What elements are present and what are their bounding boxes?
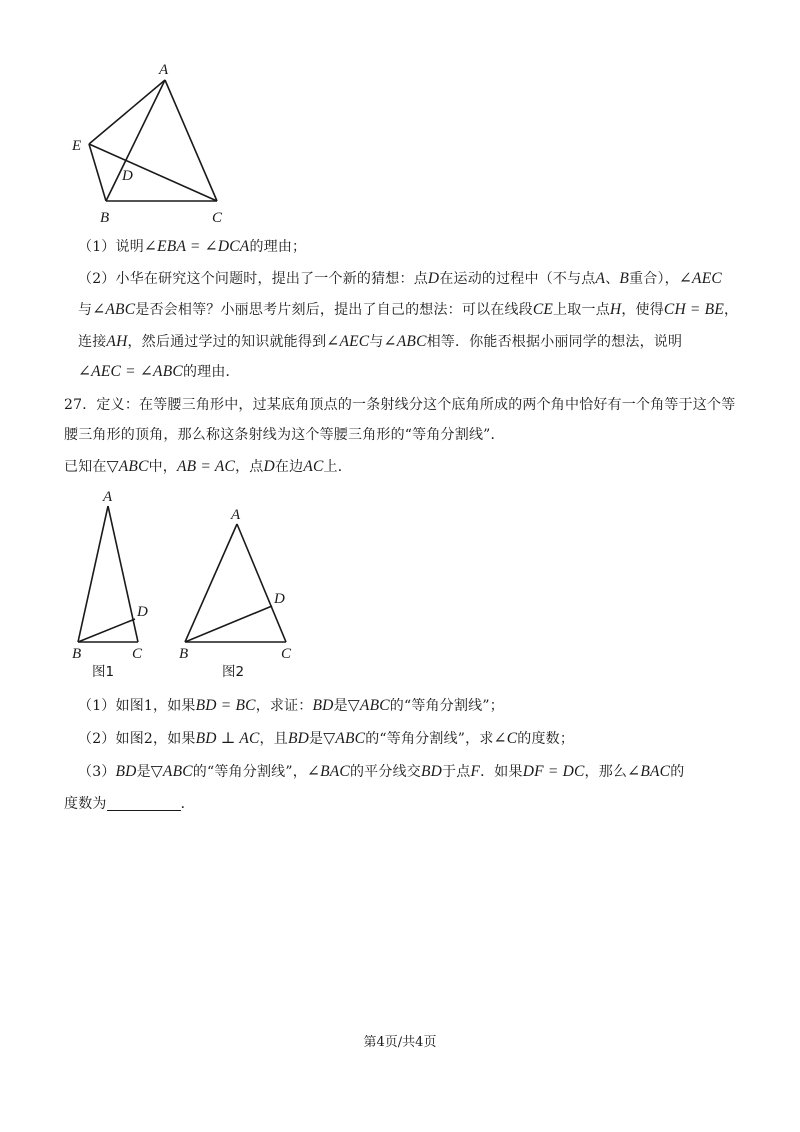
segment-bd [78, 619, 135, 642]
segment-ec [89, 144, 217, 201]
figure-quadrilateral-aebc [60, 55, 250, 235]
figure-2-triangle [170, 502, 310, 680]
q27-given: 已知在▽ABC中，AB = AC，点D在边AC上． [64, 458, 352, 475]
q26-part2-line2: 与∠ABC是否会相等？小丽思考片刻后，提出了自己的想法：可以在线段CE上取一点H，使得CH = BE， [78, 301, 739, 318]
label-a: A [159, 62, 169, 78]
label-d: D [122, 168, 133, 184]
label-e: E [72, 138, 82, 154]
figure-2-caption: 图2 [222, 664, 245, 680]
figure-1-triangle [66, 488, 176, 680]
label-c: C [212, 210, 223, 226]
q27-definition-line2: 腰三角形的顶角，那么称这条射线为这个等腰三角形的“等角分割线”． [64, 427, 505, 443]
label-a: A [231, 507, 241, 523]
label-b: B [179, 646, 189, 662]
q27-part3-line1: （3）BD是▽ABC的“等角分割线”，∠BAC的平分线交BD于点F．如果DF = DC，那么∠BAC的 [78, 763, 685, 780]
q26-part2-line1: （2）小华在研究这个问题时，提出了一个新的猜想：点D在运动的过程中（不与点A、B重合），∠AEC [78, 270, 722, 287]
q26-part1: （1）说明∠EBA = ∠DCA的理由； [78, 238, 307, 255]
figure-1-caption: 图1 [92, 664, 115, 680]
answer-blank[interactable] [107, 796, 181, 811]
q26-part2-line3: 连接AH，然后通过学过的知识就能得到∠AEC与∠ABC相等．你能否根据小丽同学的想法，说明 [78, 333, 683, 350]
label-d: D [137, 604, 148, 620]
q27-part1: （1）如图1，如果BD = BC，求证：BD是▽ABC的“等角分割线”； [78, 697, 504, 714]
segment-eb [89, 144, 106, 201]
segment-ac [237, 524, 286, 642]
label-c: C [132, 646, 143, 662]
segment-ab [106, 80, 165, 201]
label-b: B [72, 646, 82, 662]
label-c: C [281, 646, 292, 662]
segment-ac [108, 506, 138, 642]
q27-part3-line2: 度数为 ． [64, 796, 195, 812]
q27-definition-line1: 27．定义：在等腰三角形中，过某底角顶点的一条射线分这个底角所成的两个角中恰好有一个角等于这个等 [64, 397, 736, 413]
page-number: 第4页/共4页 [363, 1035, 437, 1050]
label-b: B [100, 210, 110, 226]
label-d: D [274, 591, 285, 607]
q27-part2: （2）如图2，如果BD ⊥ AC，且BD是▽ABC的“等角分割线”，求∠C的度数； [78, 730, 575, 747]
segment-ab [78, 506, 108, 642]
q26-part2-line4: ∠AEC = ∠ABC的理由． [78, 363, 240, 380]
segment-ac [165, 80, 217, 201]
segment-ae [89, 80, 165, 144]
label-a: A [103, 489, 113, 505]
